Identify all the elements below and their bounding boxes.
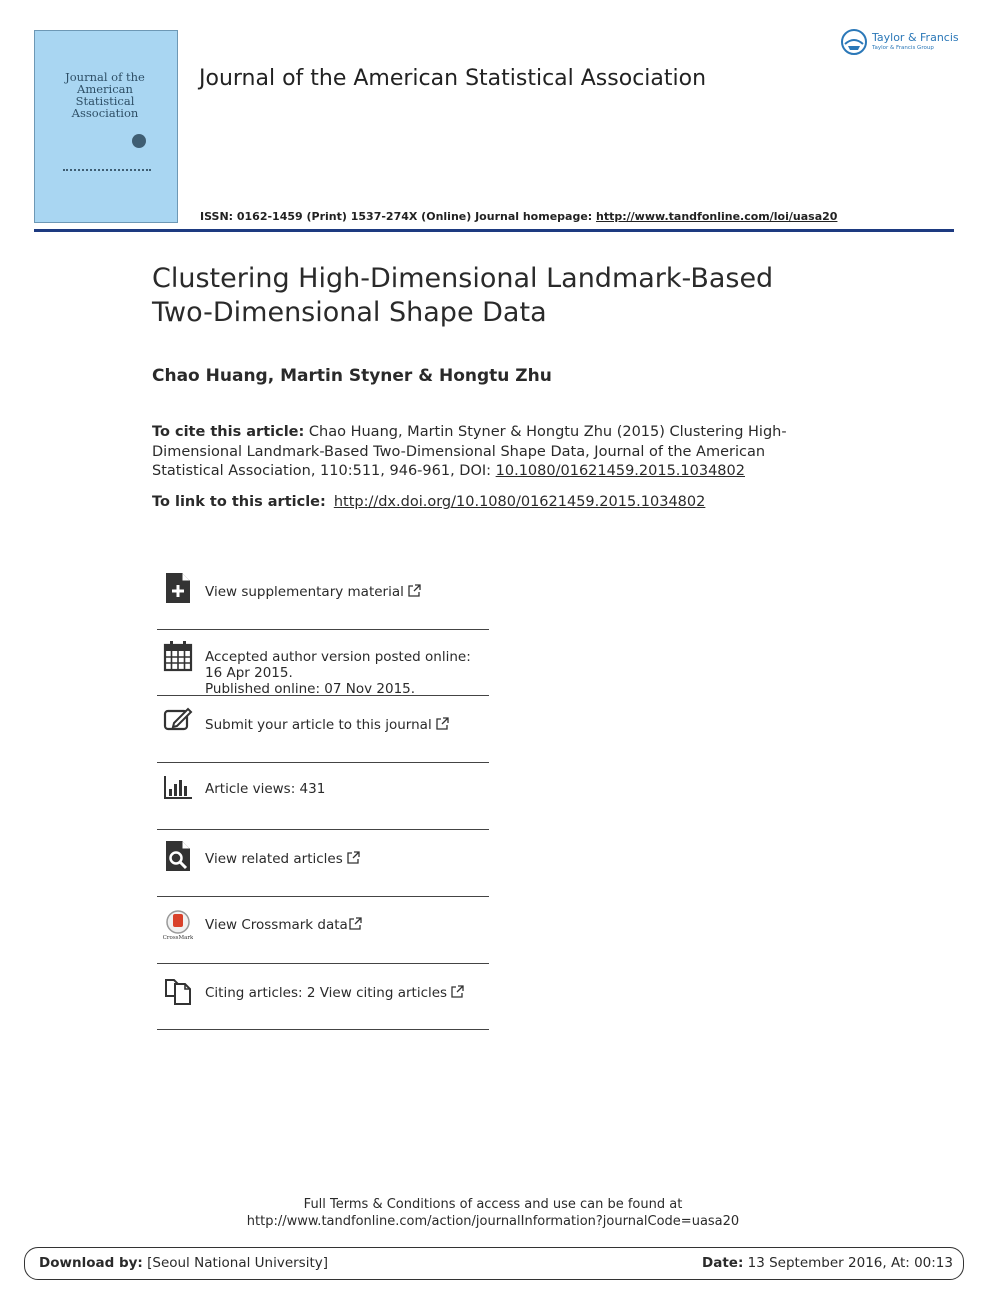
publisher-name: Taylor & Francis <box>872 31 959 44</box>
row-label[interactable] <box>205 985 464 1001</box>
header-divider <box>34 229 954 232</box>
journal-cover-image <box>34 30 178 223</box>
article-actions-list <box>157 562 489 1030</box>
row-publication-dates <box>157 630 489 696</box>
external-link-icon <box>349 917 362 930</box>
download-info-bar <box>24 1247 964 1280</box>
external-link-icon <box>436 717 449 730</box>
doi-link[interactable]: 10.1080/01621459.2015.1034802 <box>495 463 745 479</box>
crossmark-label[interactable]: View Crossmark data <box>205 917 348 933</box>
citing-label[interactable]: Citing articles: 2 View citing articles <box>205 985 448 1001</box>
citation-block <box>152 423 792 482</box>
external-link-icon <box>408 584 421 597</box>
edit-pencil-icon <box>163 706 193 738</box>
cover-title-line: Statistical <box>75 94 135 108</box>
cover-title-line: American <box>77 82 133 96</box>
row-label[interactable] <box>205 584 421 600</box>
article-authors: Chao Huang, Martin Styner & Hongtu Zhu <box>152 366 552 386</box>
publisher-logo[interactable] <box>840 28 960 58</box>
cover-footer-line <box>63 169 151 172</box>
terms-url-link[interactable]: http://www.tandfonline.com/action/journalInformation?journalCode=uasa20 <box>246 1214 740 1229</box>
article-title <box>152 262 852 330</box>
article-views-text: Article views: 431 <box>205 781 326 797</box>
supplementary-label[interactable]: View supplementary material <box>205 584 404 600</box>
row-label <box>205 649 490 697</box>
article-title-line: Two-Dimensional Shape Data <box>152 297 547 328</box>
publisher-logo-icon <box>840 28 868 56</box>
journal-title[interactable]: Journal of the American Statistical Association <box>199 66 707 91</box>
terms-and-conditions <box>0 1196 986 1230</box>
submit-label[interactable]: Submit your article to this journal <box>205 717 432 733</box>
citation-text: Chao Huang, Martin Styner & Hongtu Zhu (2015) Clustering High-Dimensional Landmark-Based Two-Dimensional Shape Data, Journal of the American Statistical Association, 110:511, 946-961, DOI: <box>152 424 787 479</box>
row-citing[interactable] <box>157 964 489 1030</box>
related-articles-search-icon <box>163 840 193 872</box>
cover-title <box>55 71 155 119</box>
bar-chart-icon <box>163 774 193 806</box>
cover-emblem-icon <box>132 134 146 148</box>
citation-label: To cite this article: <box>152 424 305 440</box>
supplementary-file-icon <box>163 572 193 604</box>
citing-articles-icon <box>163 974 193 1006</box>
row-label[interactable] <box>205 917 362 933</box>
journal-homepage-link[interactable]: http://www.tandfonline.com/loi/uasa20 <box>596 210 838 223</box>
terms-text: Full Terms & Conditions of access and use can be found at <box>303 1197 683 1212</box>
issn-text: ISSN: 0162-1459 (Print) 1537-274X (Online) Journal homepage: <box>200 210 597 223</box>
row-submit[interactable] <box>157 696 489 763</box>
external-link-icon <box>451 985 464 998</box>
publisher-group: Taylor & Francis Group <box>872 45 934 51</box>
cover-title-line: Association <box>71 106 139 120</box>
cover-title-line: Journal of the <box>65 70 145 84</box>
related-label[interactable]: View related articles <box>205 851 343 867</box>
row-related[interactable] <box>157 830 489 897</box>
published-date-text: Published online: 07 Nov 2015. <box>205 681 416 697</box>
date-label: Date: <box>702 1255 744 1271</box>
date-value: 13 September 2016, At: 00:13 <box>743 1255 953 1271</box>
article-title-line: Clustering High-Dimensional Landmark-Based <box>152 263 774 294</box>
row-supplementary[interactable] <box>157 562 489 630</box>
download-label: Download by: <box>39 1255 143 1271</box>
calendar-icon <box>163 640 193 672</box>
article-doi-url-link[interactable]: http://dx.doi.org/10.1080/01621459.2015.1034802 <box>333 494 706 510</box>
row-crossmark[interactable] <box>157 897 489 964</box>
crossmark-logo-text: CrossMark <box>163 935 193 941</box>
row-label[interactable] <box>205 717 449 733</box>
link-label: To link to this article: <box>152 494 326 510</box>
accepted-date-text: Accepted author version posted online: 16 Apr 2015. <box>205 649 471 681</box>
external-link-icon <box>347 851 360 864</box>
issn-line <box>200 210 837 223</box>
download-value: [Seoul National University] <box>142 1255 329 1271</box>
article-link-line <box>152 494 705 510</box>
download-by <box>39 1255 328 1271</box>
row-views <box>157 763 489 830</box>
crossmark-icon <box>163 909 193 941</box>
row-label[interactable] <box>205 851 360 867</box>
download-date <box>702 1255 953 1271</box>
